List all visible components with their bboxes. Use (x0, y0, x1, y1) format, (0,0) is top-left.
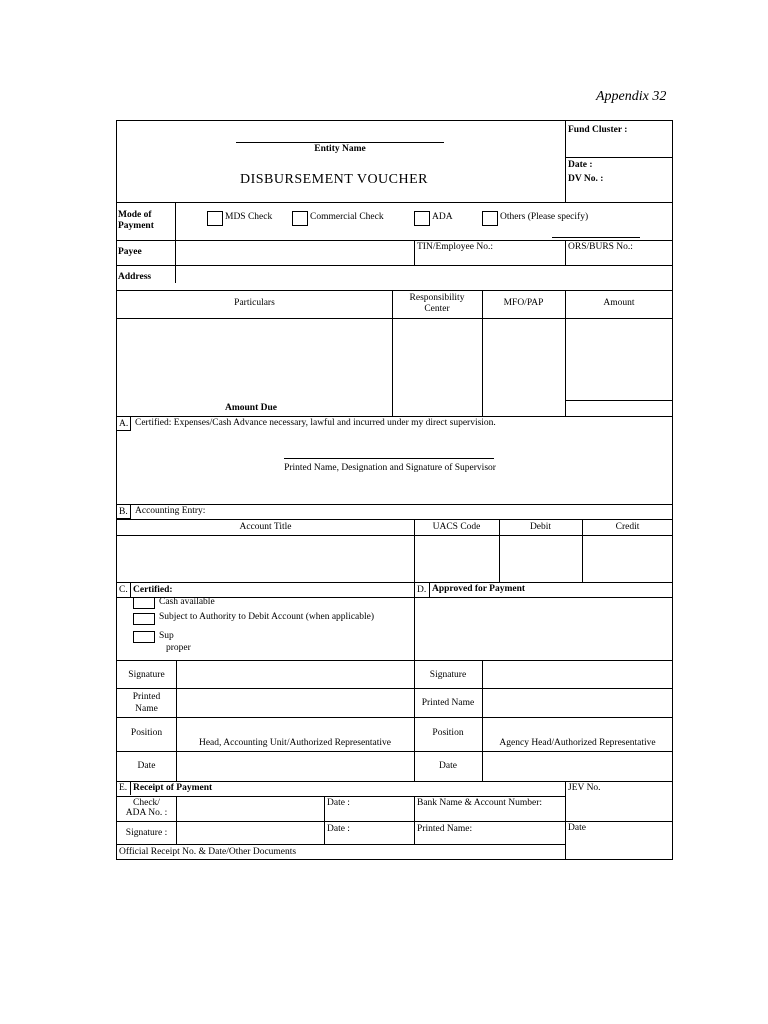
signature-label-c: Signature (128, 670, 165, 680)
supporting-docs-label: Sup (159, 631, 174, 641)
voucher-frame (116, 120, 673, 860)
cash-available-label: Cash available (159, 597, 215, 607)
date-c-field[interactable] (177, 752, 413, 780)
uacs-code-header: UACS Code (432, 522, 481, 532)
section-d-letter: D. (417, 585, 427, 595)
others-specify-line[interactable] (552, 237, 640, 238)
entity-name-line (236, 142, 444, 143)
credit-header: Credit (615, 522, 640, 532)
position-label-c: Position (130, 728, 163, 738)
official-receipt-field[interactable]: Official Receipt No. & Date/Other Documents (119, 847, 297, 857)
signature-d-field[interactable] (483, 661, 672, 688)
fund-cluster-field[interactable]: Fund Cluster : (568, 125, 628, 135)
ors-field[interactable]: ORS/BURS No.: (568, 242, 633, 252)
section-a-text: Certified: Expenses/Cash Advance necessary, lawful and incurred under my direct supervision. (135, 418, 496, 428)
printed-name-label-d: Printed Name (421, 698, 475, 708)
tin-field[interactable]: TIN/Employee No.: (417, 242, 493, 252)
bank-account-field[interactable]: Bank Name & Account Number: (417, 798, 543, 808)
responsibility-header-2: Center (424, 304, 450, 314)
printed-name-label-c-2: Name (135, 704, 158, 714)
supervisor-caption: Printed Name, Designation and Signature of Supervisor (284, 463, 496, 473)
section-d-label: Approved for Payment (432, 584, 526, 594)
printed-name-d-field[interactable] (483, 689, 672, 717)
jev-no-field[interactable]: JEV No. (568, 783, 601, 793)
date-label-d: Date (439, 761, 457, 771)
entity-name-label: Entity Name (314, 144, 366, 154)
debit-header: Debit (529, 522, 552, 532)
head-accounting-caption: Head, Accounting Unit/Authorized Representative (198, 738, 392, 748)
section-b-label: Accounting Entry: (135, 506, 206, 516)
amount-due-label: Amount Due (225, 403, 277, 413)
ada-label: ADA (432, 212, 453, 222)
signature-c-field[interactable] (177, 661, 413, 688)
ada-checkbox[interactable] (414, 211, 430, 226)
appendix-label: Appendix 32 (596, 89, 667, 104)
jev-date-field[interactable]: Date (568, 823, 586, 833)
date-field[interactable]: Date : (568, 160, 593, 170)
payee-label: Payee (118, 247, 142, 257)
supporting-docs-label-2: proper (166, 643, 191, 653)
position-label-d: Position (432, 728, 464, 738)
section-b-letter: B. (119, 507, 128, 517)
account-title-header: Account Title (239, 522, 292, 532)
section-c-label: Certified: (133, 585, 173, 595)
printed-name-label-c: Printed (132, 692, 161, 702)
section-a-letter: A. (119, 419, 129, 429)
supporting-docs-checkbox[interactable] (133, 631, 155, 643)
commercial-check-checkbox[interactable] (292, 211, 308, 226)
receipt-date-field[interactable]: Date : (327, 798, 350, 808)
mode-of-payment-label-2: Payment (118, 221, 154, 231)
section-e-label: Receipt of Payment (133, 783, 213, 793)
agency-head-caption: Agency Head/Authorized Representative (499, 738, 656, 748)
receipt-signature-label: Signature : (125, 828, 168, 838)
section-c-letter: C. (119, 585, 128, 595)
receipt-date2-field[interactable]: Date : (327, 824, 350, 834)
section-e-letter: E. (119, 783, 128, 793)
supervisor-signature-line[interactable] (284, 458, 494, 459)
responsibility-header: Responsibility (409, 293, 465, 303)
mds-check-checkbox[interactable] (207, 211, 223, 226)
commercial-check-label: Commercial Check (310, 212, 384, 222)
check-ada-label: Check/ (133, 798, 160, 808)
check-ada-field[interactable] (177, 797, 323, 821)
signature-label-d: Signature (429, 670, 467, 680)
date-d-field[interactable] (483, 752, 672, 780)
subject-authority-checkbox[interactable] (133, 613, 155, 625)
printed-name-c-field[interactable] (177, 689, 413, 717)
mfo-pap-header: MFO/PAP (503, 298, 544, 308)
particulars-header: Particulars (234, 298, 275, 308)
amount-header: Amount (603, 298, 635, 308)
voucher-title: DISBURSEMENT VOUCHER (240, 172, 429, 187)
check-ada-label-2: ADA No. : (125, 808, 168, 818)
dv-no-field[interactable]: DV No. : (568, 174, 604, 184)
receipt-printed-name-field[interactable]: Printed Name: (417, 824, 473, 834)
date-label-c: Date (137, 761, 156, 771)
address-label: Address (118, 272, 152, 282)
mode-of-payment-label: Mode of (118, 210, 152, 220)
mds-check-label: MDS Check (225, 212, 273, 222)
others-label: Others (Please specify) (500, 212, 589, 222)
cash-available-checkbox[interactable] (133, 597, 155, 609)
receipt-signature-field[interactable] (177, 822, 323, 843)
subject-authority-label: Subject to Authority to Debit Account (when applicable) (159, 612, 375, 622)
others-checkbox[interactable] (482, 211, 498, 226)
